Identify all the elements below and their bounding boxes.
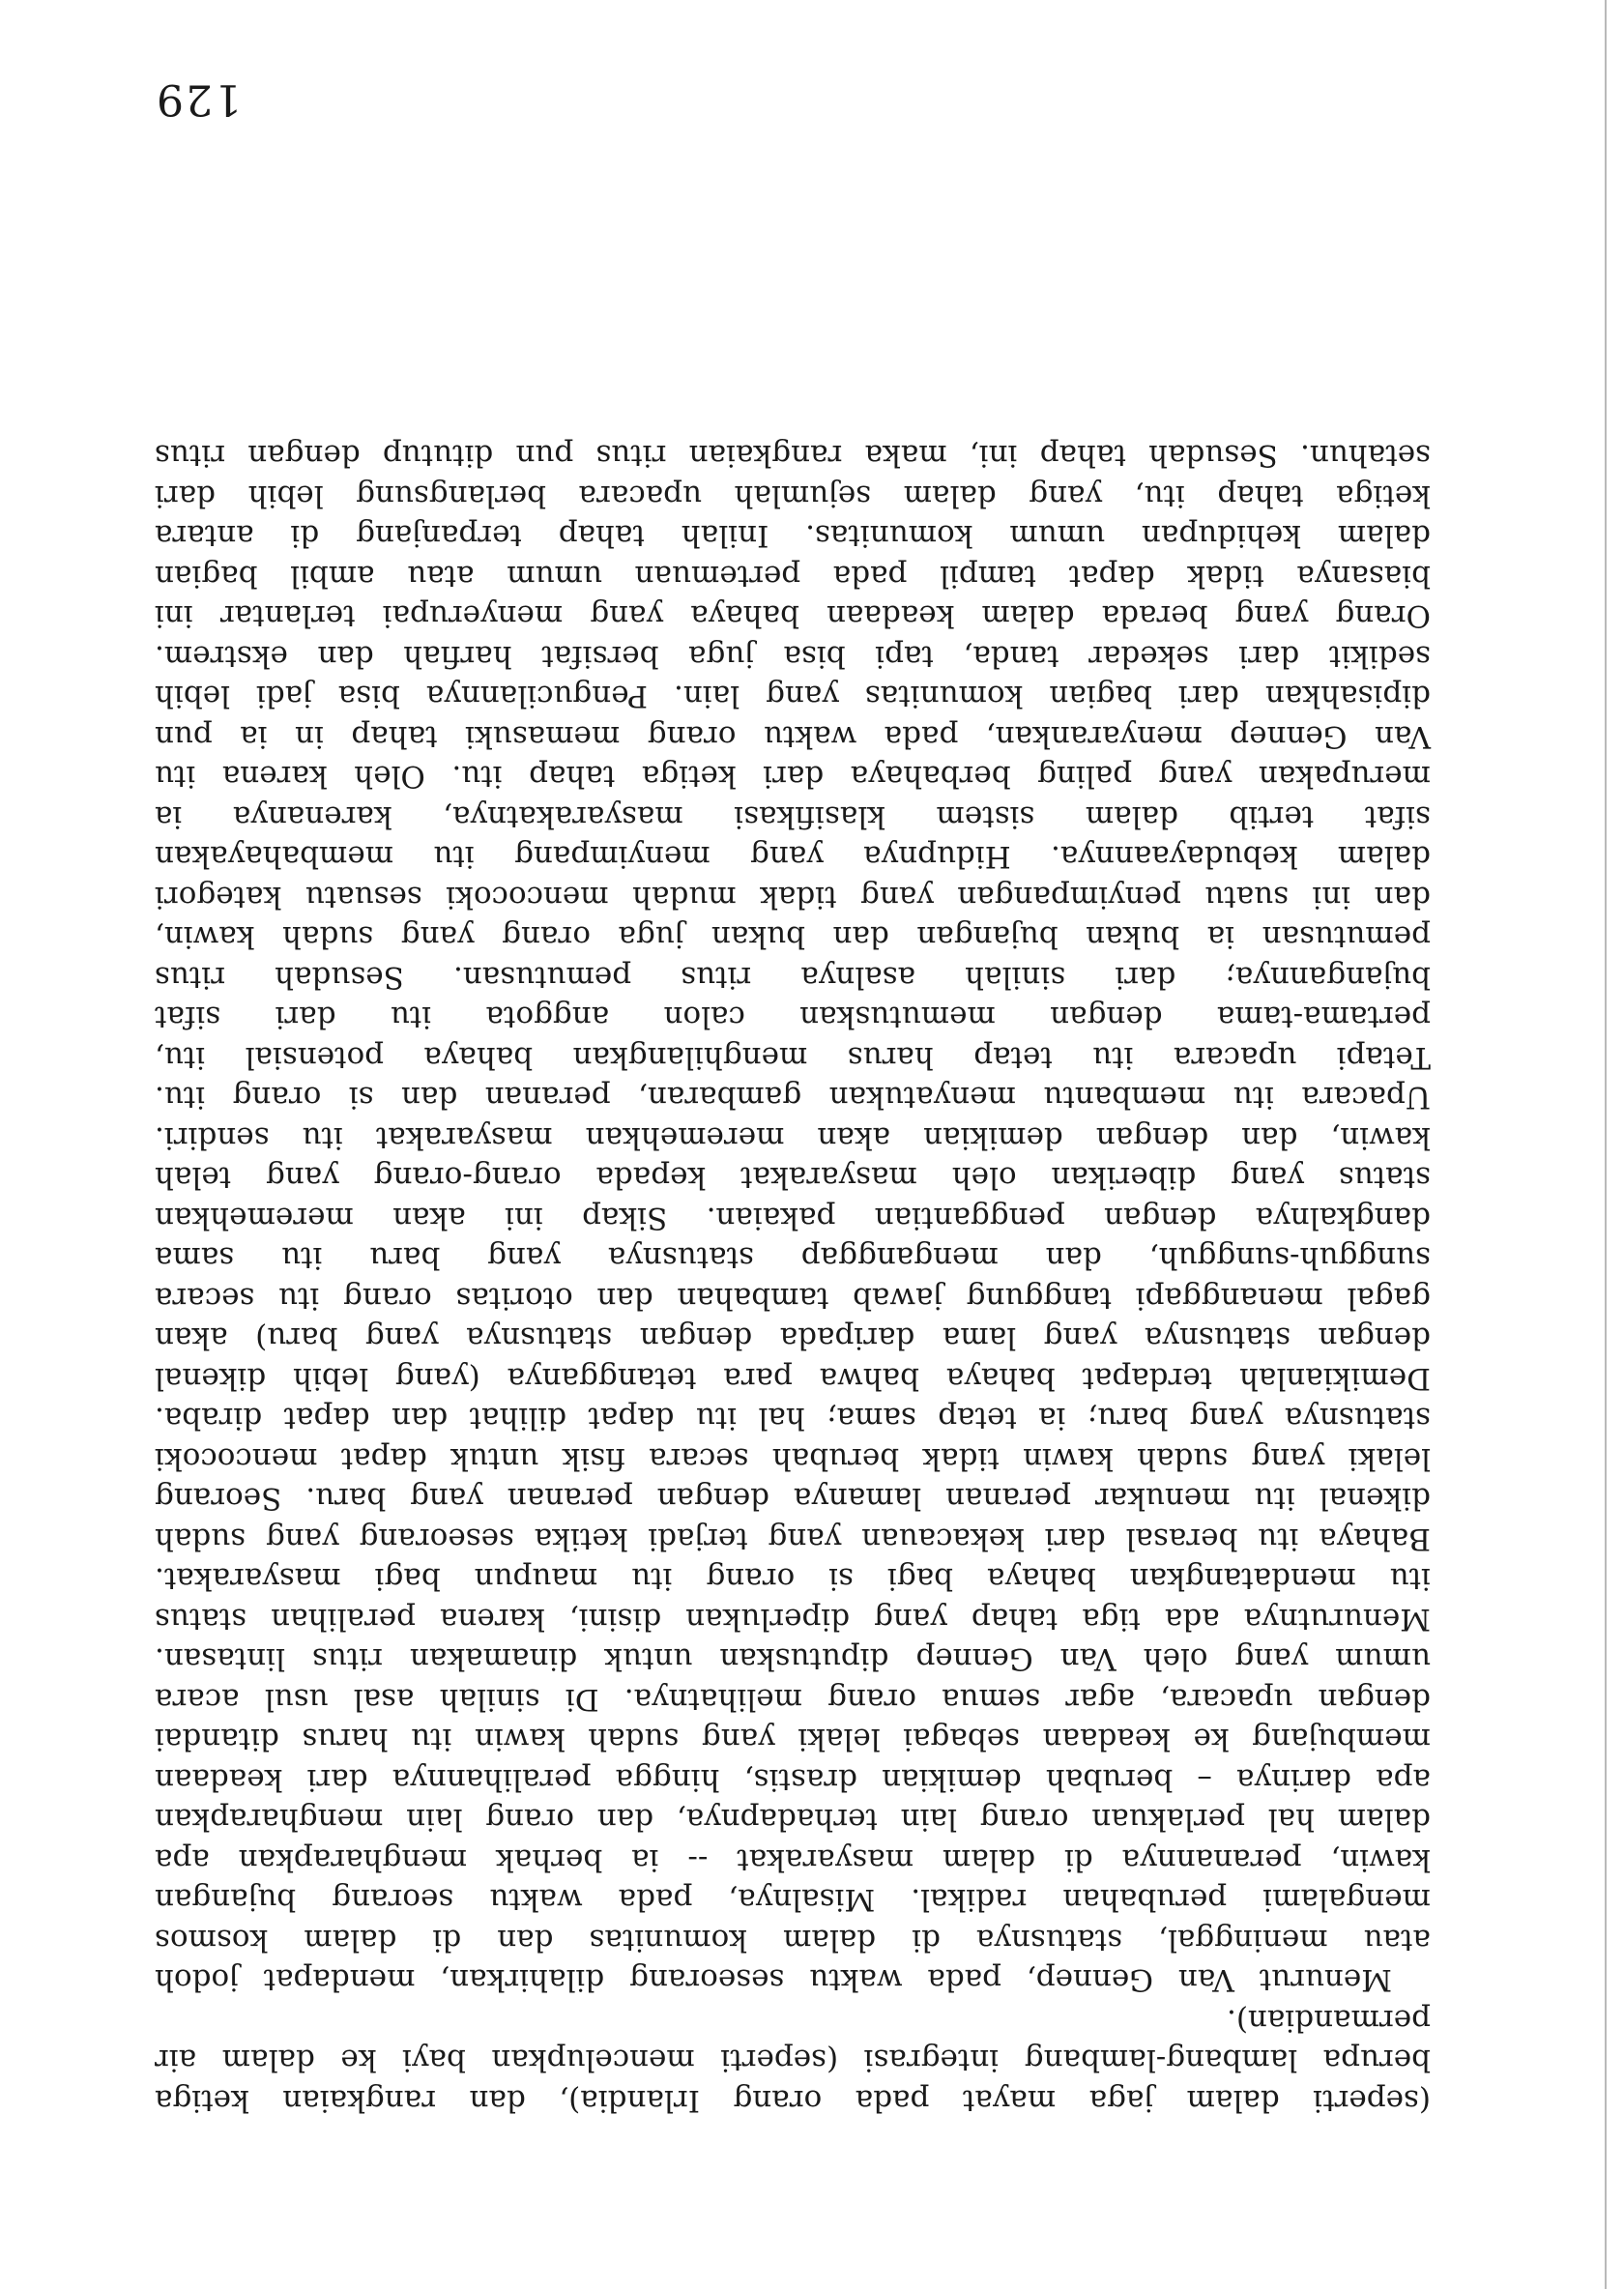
text-line: membujang ke keadaan sebagai lelaki yang sudah kawin itu harus ditandai (155, 1722, 1431, 1757)
text-line: dengan statusnya yang lama daripada dengan statusnya yang baru) akan (155, 1320, 1431, 1356)
text-line: status yang diberikan oleh masyarakat kepada orang-orang yang telah (155, 1160, 1431, 1196)
text-line: permandian). (1226, 2003, 1431, 2038)
text-line: gagal menanggapi tanggung jawab tambahan dan otoritas orang itu secara (155, 1281, 1431, 1316)
page-edge-line (1605, 0, 1607, 2289)
text-line: Menurutnya ada tiga tahap yang diperlukan disini, karena peralihan status (155, 1602, 1431, 1637)
text-line: pertama-tama dengan memutuskan calon anggota itu dari sifat (155, 1000, 1431, 1035)
text-line: berupa lambang-lambang integrasi (seperti mencelupkan bayi ke dalam air (155, 2043, 1431, 2078)
text-line: apa darinya – berubah demikian drastis, hingga peralihannya dari keadaan (155, 1762, 1431, 1797)
text-line: sungguh-sungguh, dan menganggap statusnya yang baru itu sama (155, 1240, 1431, 1276)
text-line: Van Gennep menyarankan, pada waktu orang memasuki tahap in ia pun (155, 719, 1431, 754)
text-line: dalam kehidupan umum komunitas. Inilah tahap terpanjang di antara (155, 518, 1431, 554)
text-line: Demikianlah terdapat bahaya bahwa para tetangganya (yang lebih dikenal (155, 1361, 1431, 1396)
text-line: Tetapi upacara itu tetap harus menghilangkan bahaya potensial itu, (155, 1040, 1431, 1075)
text-line: atau meninggal, statusnya di dalam komunitas dan di dalam kosmos (155, 1923, 1431, 1957)
page-number: 129 (155, 74, 242, 124)
text-line: (seperti dalam jaga mayat pada orang Irlandia), dan rangkaian ketiga (155, 2083, 1431, 2118)
text-line: dangkalnya dengan penggantian pakaian. Sikap ini akan meremehkan (155, 1201, 1431, 1235)
text-line: mengalami perubahan radikal. Misalnya, pada waktu seorang bujangan (155, 1882, 1431, 1918)
text-line: sedikit dari sekedar tanda, tapi bisa juga bersifat harfiah dan ekstrem. (155, 639, 1431, 674)
text-line: kawin, dan dengan demikian akan meremehkan masyarakat itu sendiri. (155, 1120, 1431, 1155)
text-line: sifat tertib dalam sistem klasifikasi masyarakatnya, karenanya ia (155, 799, 1431, 834)
text-line: Menurut Van Gennep, pada waktu seseorang dilahirkan, mendapat jodoh (155, 1962, 1392, 1998)
body-text (155, 435, 1431, 2120)
text-line: statusnya yang baru; ia tetap sama; hal itu dapat dilihat dan dapat diraba. (155, 1401, 1431, 1436)
text-line: dan ini suatu penyimpangan yang tidak mudah mencocoki sesuatu kategori (155, 880, 1431, 914)
text-line: dikenal itu menukar peranan lamanya dengan peranan yang baru. Seorang (155, 1481, 1431, 1517)
text-line: biasanya tidak dapat tampil pada pertemuan umum atau ambil bagian (155, 559, 1431, 594)
text-line: Orang yang berada dalam keadaan bahaya yang menyerupai terlantar ini (155, 598, 1431, 634)
text-line: itu mendatangkan bahaya bagi si orang itu maupun bagi masyarakat. (155, 1561, 1431, 1597)
text-line: dalam kebudayaannya. Hidupnya yang menyimpang itu membahayakan (155, 839, 1431, 875)
text-line: lelaki yang sudah kawin tidak berubah secara fisik untuk dapat mencocoki (155, 1441, 1431, 1476)
text-line: setahun. Sesudah tahap ini, maka rangkaian ritus pun ditutup dengan ritus (155, 438, 1431, 474)
text-line: umum yang oleh Van Gennep diputuskan untuk dinamakan ritus lintasan. (155, 1641, 1431, 1677)
text-line: merupakan yang paling berbahaya dari ketiga tahap itu. Oleh karena itu (155, 759, 1431, 795)
text-line: kawin, peranannya di dalam masyarakat -- ia berhak mengharapkan apa (155, 1842, 1431, 1877)
text-line: Upacara itu membantu menyatukan gambaran, peranan dan si orang itu. (155, 1080, 1431, 1116)
text-line: bujangannya; dari sinilah asalnya ritus pemutusan. Sesudah ritus (155, 960, 1431, 995)
text-line: dalam hal perlakuan orang lain terhadapnya, dan orang lain mengharapkan (155, 1802, 1431, 1838)
text-line: dipisahkan dari bagian komunitas yang lain. Pengucilannya bisa jadi lebih (155, 679, 1431, 714)
text-line: ketiga tahap itu, yang dalam sejumlah upacara berlangsung lebih dari (155, 478, 1431, 513)
text-line: dengan upacara, agar semua orang melihatnya. Di sinilah asal usul acara (155, 1682, 1431, 1717)
text-line: pemutusan ia bukan bujangan dan bukan juga orang yang sudah kawin, (155, 919, 1431, 955)
text-line: Bahaya itu berasal dari kekacauan yang terjadi ketika seseorang yang sudah (155, 1521, 1431, 1556)
